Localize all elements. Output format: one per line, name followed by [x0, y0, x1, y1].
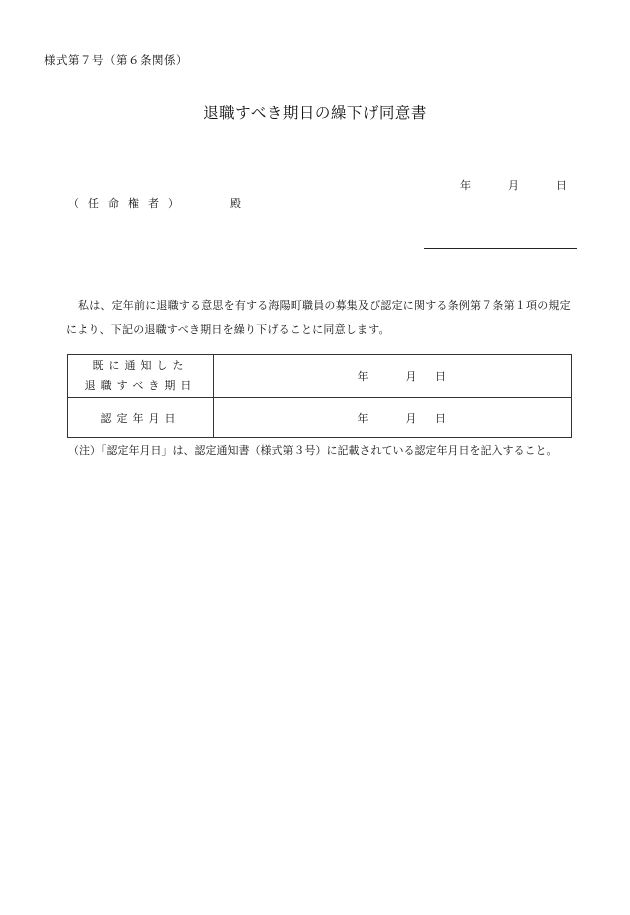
certified-date-day-label: 日 — [435, 411, 446, 425]
notified-date-field[interactable] — [214, 355, 572, 398]
notified-date-day-label: 日 — [435, 370, 446, 383]
signature-line[interactable] — [424, 248, 577, 249]
addressee-honorific: 殿 — [230, 197, 241, 210]
consent-statement: 私は、定年前に退職する意思を有する海陽町職員の募集及び認定に関する条例第７条第１項の規定により、下記の退職すべき期日を繰り下げることに同意します。 — [66, 299, 571, 336]
notified-date-label-line1: 既に通知した — [92, 359, 189, 372]
certified-date-field[interactable] — [214, 398, 572, 438]
certified-date-month-label: 月 — [405, 411, 417, 425]
addressee-appointer: （任命権者） — [68, 197, 188, 210]
date-month-label: 月 — [508, 179, 519, 192]
form-number: 様式第７号（第６条関係） — [44, 53, 188, 67]
footnote: （注）「認定年月日」は、認定通知書（様式第３号）に記載されている認定年月日を記入すること。 — [68, 444, 558, 457]
date-day-label: 日 — [556, 179, 567, 192]
notified-date-year-label: 年 — [357, 370, 369, 383]
certified-date-label: 認定年月日 — [68, 398, 214, 438]
notified-date-label — [68, 355, 214, 398]
notified-date-label-line2: 退職すべき期日 — [84, 379, 197, 392]
date-year-label: 年 — [460, 179, 471, 192]
dates-table — [67, 354, 572, 438]
certified-date-year-label: 年 — [357, 411, 369, 425]
notified-date-month-label: 月 — [405, 370, 417, 383]
table-row-notified-date — [68, 355, 572, 398]
table-row-certified-date — [68, 398, 572, 438]
submission-date — [460, 177, 567, 193]
document-title: 退職すべき期日の繰下げ同意書 — [203, 104, 427, 122]
